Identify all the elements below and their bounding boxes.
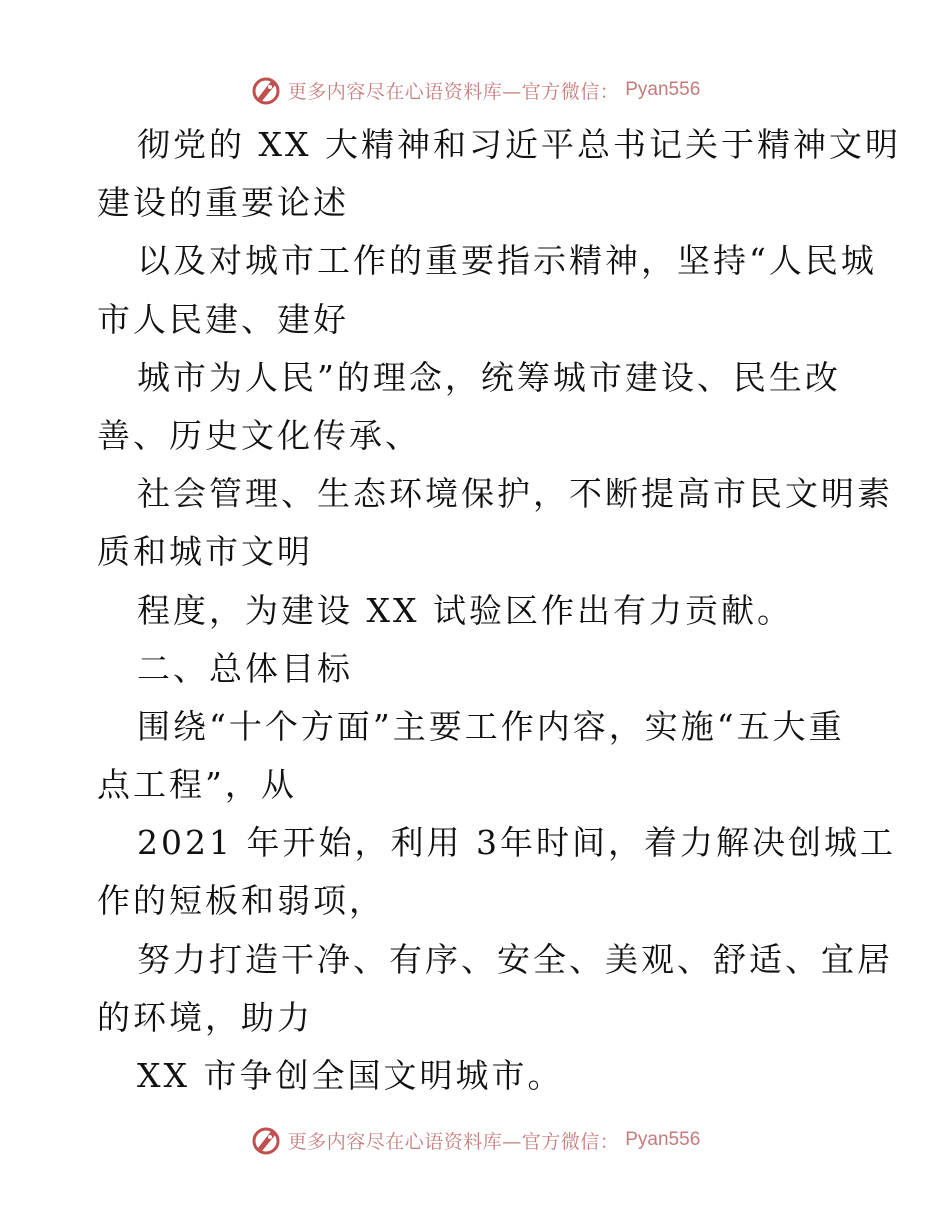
watermark-text: 更多内容尽在心语资料库—官方微信： [287, 80, 620, 103]
footer-watermark [0, 1122, 950, 1158]
text-line: 质和城市文明 [97, 532, 313, 572]
text-line: 社会管理、生态环境保护，不断提高市民文明素 [137, 474, 893, 514]
text-line: 作的短板和弱项， [97, 881, 385, 921]
text-line: 善、历史文化传承、 [97, 415, 421, 455]
watermark-handle: Pyan556 [625, 79, 701, 100]
text-line: 的环境，助力 [97, 997, 313, 1037]
text-line: 围绕“十个方面”主要工作内容，实施“五大重 [137, 706, 845, 746]
text-line: 市人民建、建好 [97, 299, 349, 339]
pen-nib-circle-icon [250, 74, 282, 106]
text-line: XX 市争创全国文明城市。 [137, 1056, 564, 1095]
text-line: 城市为人民”的理念，统筹城市建设、民生改 [137, 357, 841, 397]
text-line: 二、总体目标 [137, 648, 353, 688]
watermark-text: 更多内容尽在心语资料库—官方微信： [287, 1130, 620, 1153]
watermark-handle: Pyan556 [625, 1129, 701, 1150]
text-line: 2021 年开始，利用 3年时间，着力解决创城工 [137, 823, 896, 863]
text-line: 建设的重要论述 [97, 183, 349, 223]
pen-nib-circle-icon [250, 1124, 282, 1156]
text-line: 以及对城市工作的重要指示精神，坚持“人民城 [137, 241, 877, 281]
text-line: 努力打造干净、有序、安全、美观、舒适、宜居 [137, 939, 893, 979]
text-line: 点工程”，从 [97, 765, 297, 805]
text-line: 彻党的 XX 大精神和习近平总书记关于精神文明 [137, 125, 901, 164]
text-line: 程度，为建设 XX 试验区作出有力贡献。 [137, 590, 793, 630]
document-body [97, 116, 901, 1105]
header-watermark [0, 72, 950, 108]
